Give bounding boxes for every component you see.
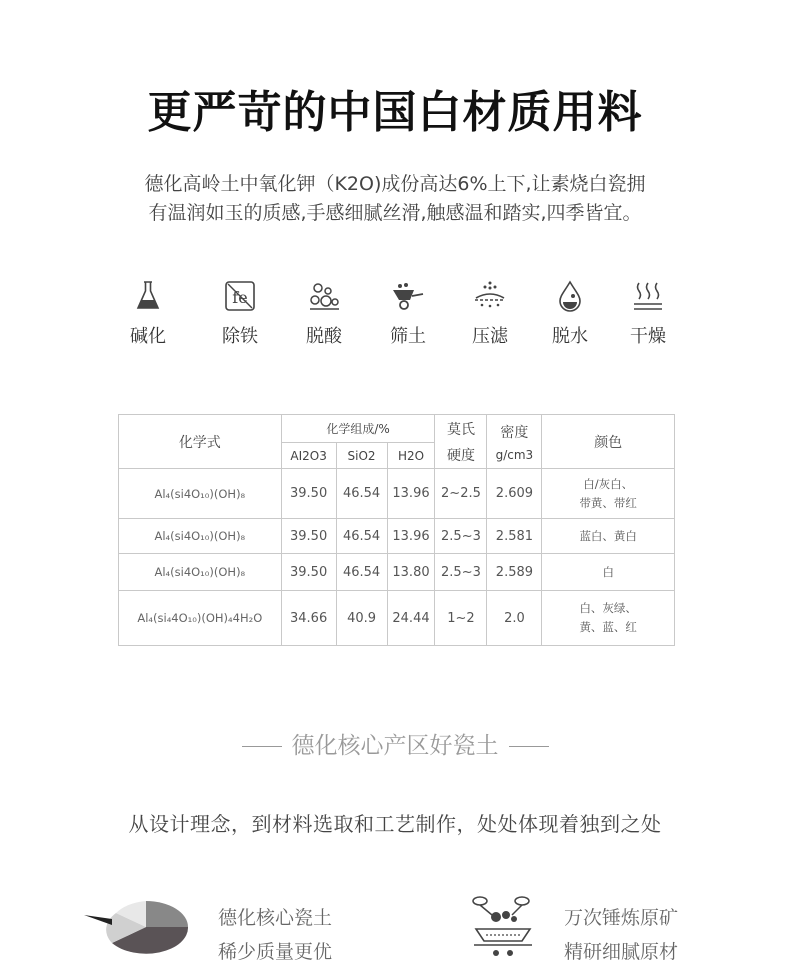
process-icons bbox=[108, 278, 688, 358]
hardness-cell: 2.5~3 bbox=[435, 519, 487, 554]
al2o3-cell: 39.50 bbox=[281, 519, 336, 554]
fe-icon bbox=[222, 278, 258, 314]
table-row bbox=[119, 554, 675, 591]
process-label: 筛土 bbox=[390, 326, 426, 347]
process-label: 碱化 bbox=[130, 326, 166, 347]
section-title bbox=[0, 727, 790, 760]
al2o3-header: AI2O3 bbox=[281, 443, 336, 469]
page-title: 更严苛的中国白材质用料 bbox=[147, 87, 643, 138]
composition-table bbox=[118, 414, 675, 646]
feature-raw-ore bbox=[466, 893, 790, 963]
feature-line-1: 万次锤炼原矿 bbox=[564, 907, 679, 929]
color-line-1: 白、灰绿、 bbox=[579, 601, 637, 615]
svg-text:fe: fe bbox=[232, 288, 248, 307]
density-header-line-1: 密度 bbox=[500, 424, 529, 441]
process-label: 脱酸 bbox=[306, 326, 342, 347]
color-cell: 白 bbox=[542, 554, 675, 591]
h2o-cell: 13.96 bbox=[387, 519, 435, 554]
density-cell: 2.609 bbox=[487, 469, 542, 519]
process-item-screening bbox=[368, 278, 448, 348]
hardness-header-line-2: 硬度 bbox=[446, 447, 475, 464]
feature-line-2: 稀少质量更优 bbox=[218, 941, 333, 963]
divider-line-right bbox=[509, 746, 549, 747]
color-line-2: 带黄、带红 bbox=[579, 495, 637, 510]
color-header: 颜色 bbox=[542, 415, 675, 469]
color-cell: 蓝白、黄白 bbox=[542, 519, 675, 554]
density-header bbox=[487, 415, 542, 469]
h2o-cell: 13.80 bbox=[387, 554, 435, 591]
sio2-cell: 46.54 bbox=[336, 519, 387, 554]
formula-cell: Al₄(si4O₁₀)(OH)₈ bbox=[119, 519, 282, 554]
hardness-cell: 2~2.5 bbox=[435, 469, 487, 519]
intro-text bbox=[0, 170, 790, 228]
h2o-cell: 13.96 bbox=[387, 469, 435, 519]
hardness-cell: 2.5~3 bbox=[435, 554, 487, 591]
formula-cell: Al₄(si₄4O₁₀)(OH)₄4H₂O bbox=[119, 591, 282, 646]
intro-line-1: 德化高岭土中氧化钾（K2O)成份高达6%上下,让素烧白瓷拥 bbox=[144, 173, 646, 195]
density-cell: 2.0 bbox=[487, 591, 542, 646]
process-item-iron-removal bbox=[200, 278, 280, 348]
divider-line-left bbox=[242, 746, 282, 747]
formula-cell: Al₄(si4O₁₀)(OH)₈ bbox=[119, 554, 282, 591]
composition-header: 化学组成/% bbox=[281, 415, 435, 443]
color-cell bbox=[542, 591, 675, 646]
flask-icon bbox=[130, 278, 166, 314]
table-row bbox=[119, 469, 675, 519]
process-item-press-filter bbox=[450, 278, 530, 348]
intro-line-2: 有温润如玉的质感,手感细腻丝滑,触感温和踏实,四季皆宜。 bbox=[148, 202, 642, 224]
process-label: 除铁 bbox=[222, 326, 258, 347]
sio2-header: SiO2 bbox=[336, 443, 387, 469]
sio2-cell: 46.54 bbox=[336, 554, 387, 591]
density-header-line-2: g/cm3 bbox=[495, 447, 534, 462]
wheelbarrow-icon bbox=[390, 278, 426, 314]
heat-icon bbox=[630, 278, 666, 314]
ore-tray-icon bbox=[466, 893, 540, 957]
sio2-cell: 40.9 bbox=[336, 591, 387, 646]
filter-icon bbox=[472, 278, 508, 314]
density-cell: 2.589 bbox=[487, 554, 542, 591]
process-label: 脱水 bbox=[552, 326, 588, 347]
feature-line-1: 德化核心瓷土 bbox=[218, 907, 333, 929]
process-label: 干燥 bbox=[630, 326, 666, 347]
section-title-text: 德化核心产区好瓷土 bbox=[291, 733, 499, 759]
feature-text bbox=[564, 901, 678, 969]
table-row bbox=[119, 519, 675, 554]
formula-header: 化学式 bbox=[119, 415, 282, 469]
color-cell bbox=[542, 469, 675, 519]
density-cell: 2.581 bbox=[487, 519, 542, 554]
sio2-cell: 46.54 bbox=[336, 469, 387, 519]
section-subtitle: 从设计理念，到材料选取和工艺制作，处处体现着独到之处 bbox=[128, 812, 662, 836]
formula-cell: Al₄(si4O₁₀)(OH)₈ bbox=[119, 469, 282, 519]
table-header-row bbox=[119, 415, 675, 443]
color-line-1: 白/灰白、 bbox=[583, 476, 634, 491]
hardness-header-line-1: 莫氏 bbox=[446, 421, 475, 438]
h2o-header: H2O bbox=[387, 443, 435, 469]
process-item-deacidification bbox=[284, 278, 364, 348]
process-label: 压滤 bbox=[472, 326, 508, 347]
hardness-header bbox=[435, 415, 487, 469]
feature-text bbox=[218, 901, 332, 969]
al2o3-cell: 34.66 bbox=[281, 591, 336, 646]
h2o-cell: 24.44 bbox=[387, 591, 435, 646]
hardness-cell: 1~2 bbox=[435, 591, 487, 646]
table-row bbox=[119, 591, 675, 646]
feature-line-2: 精研细腻原材 bbox=[564, 941, 679, 963]
pie-chart-icon bbox=[82, 899, 190, 957]
process-item-alkalization bbox=[108, 278, 188, 348]
al2o3-cell: 39.50 bbox=[281, 469, 336, 519]
process-item-drying bbox=[608, 278, 688, 348]
water-drop-icon bbox=[552, 278, 588, 314]
color-line-2: 黄、蓝、红 bbox=[579, 620, 637, 634]
feature-core-clay bbox=[82, 893, 382, 963]
process-item-dehydration bbox=[530, 278, 610, 348]
al2o3-cell: 39.50 bbox=[281, 554, 336, 591]
bubbles-icon bbox=[306, 278, 342, 314]
